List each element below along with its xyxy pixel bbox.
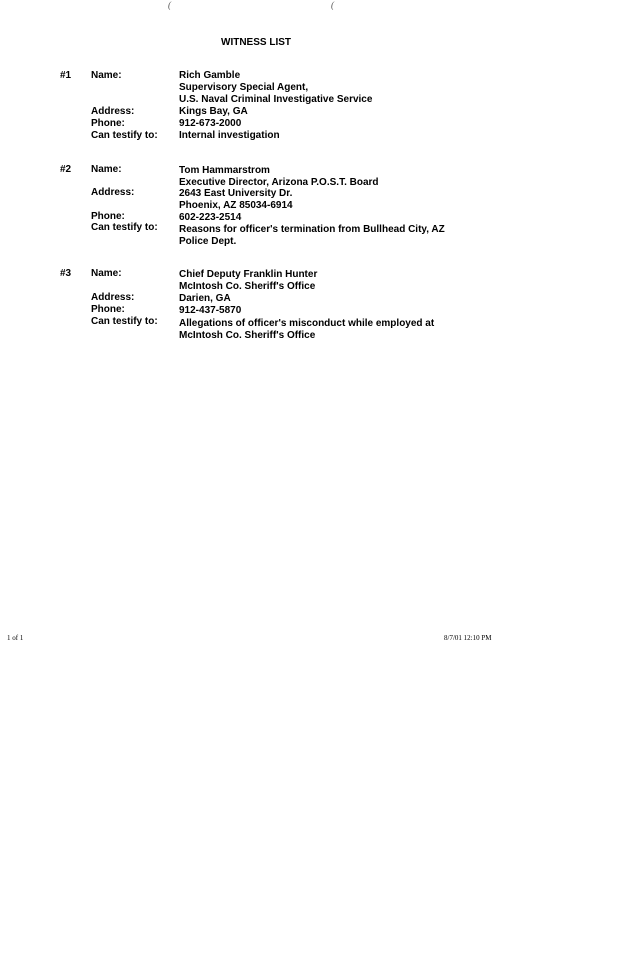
address-value: Darien, GA (179, 293, 231, 304)
phone-value: 912-437-5870 (179, 305, 242, 316)
phone-value: 602-223-2514 (179, 212, 242, 223)
address-value: 2643 East University Dr. (179, 188, 293, 199)
name-label: Name: (91, 70, 122, 81)
scan-mark: ( (168, 0, 171, 10)
testimony-value: McIntosh Co. Sheriff's Office (179, 330, 316, 341)
phone-label: Phone: (91, 211, 125, 222)
phone-label: Phone: (91, 304, 125, 315)
print-timestamp: 8/7/01 12:10 PM (444, 634, 492, 642)
page-title: WITNESS LIST (221, 37, 291, 48)
scan-mark: ( (331, 0, 334, 10)
witness-number: #2 (60, 164, 72, 175)
name-label: Name: (91, 164, 122, 175)
name-value: Rich Gamble (179, 70, 241, 81)
name-value: Executive Director, Arizona P.O.S.T. Board (179, 177, 379, 188)
testimony-label: Can testify to: (91, 316, 158, 327)
testimony-label: Can testify to: (91, 130, 158, 141)
witness-number: #1 (60, 70, 72, 81)
name-value: McIntosh Co. Sheriff's Office (179, 281, 316, 292)
phone-value: 912-673-2000 (179, 118, 242, 129)
address-label: Address: (91, 187, 135, 198)
testimony-label: Can testify to: (91, 222, 158, 233)
testimony-value: Reasons for officer's termination from Bullhead City, AZ (179, 224, 445, 235)
address-value: Kings Bay, GA (179, 106, 248, 117)
testimony-value: Police Dept. (179, 236, 237, 247)
testimony-value: Allegations of officer's misconduct while employed at (179, 318, 435, 329)
testimony-value: Internal investigation (179, 130, 280, 141)
name-value: Chief Deputy Franklin Hunter (179, 269, 318, 280)
address-label: Address: (91, 292, 135, 303)
name-label: Name: (91, 268, 122, 279)
name-value: Supervisory Special Agent, (179, 82, 309, 93)
name-value: U.S. Naval Criminal Investigative Service (179, 94, 373, 105)
page-count: 1 of 1 (7, 634, 24, 642)
address-label: Address: (91, 106, 135, 117)
phone-label: Phone: (91, 118, 125, 129)
address-value: Phoenix, AZ 85034-6914 (179, 200, 293, 211)
name-value: Tom Hammarstrom (179, 165, 270, 176)
witness-number: #3 (60, 268, 72, 279)
